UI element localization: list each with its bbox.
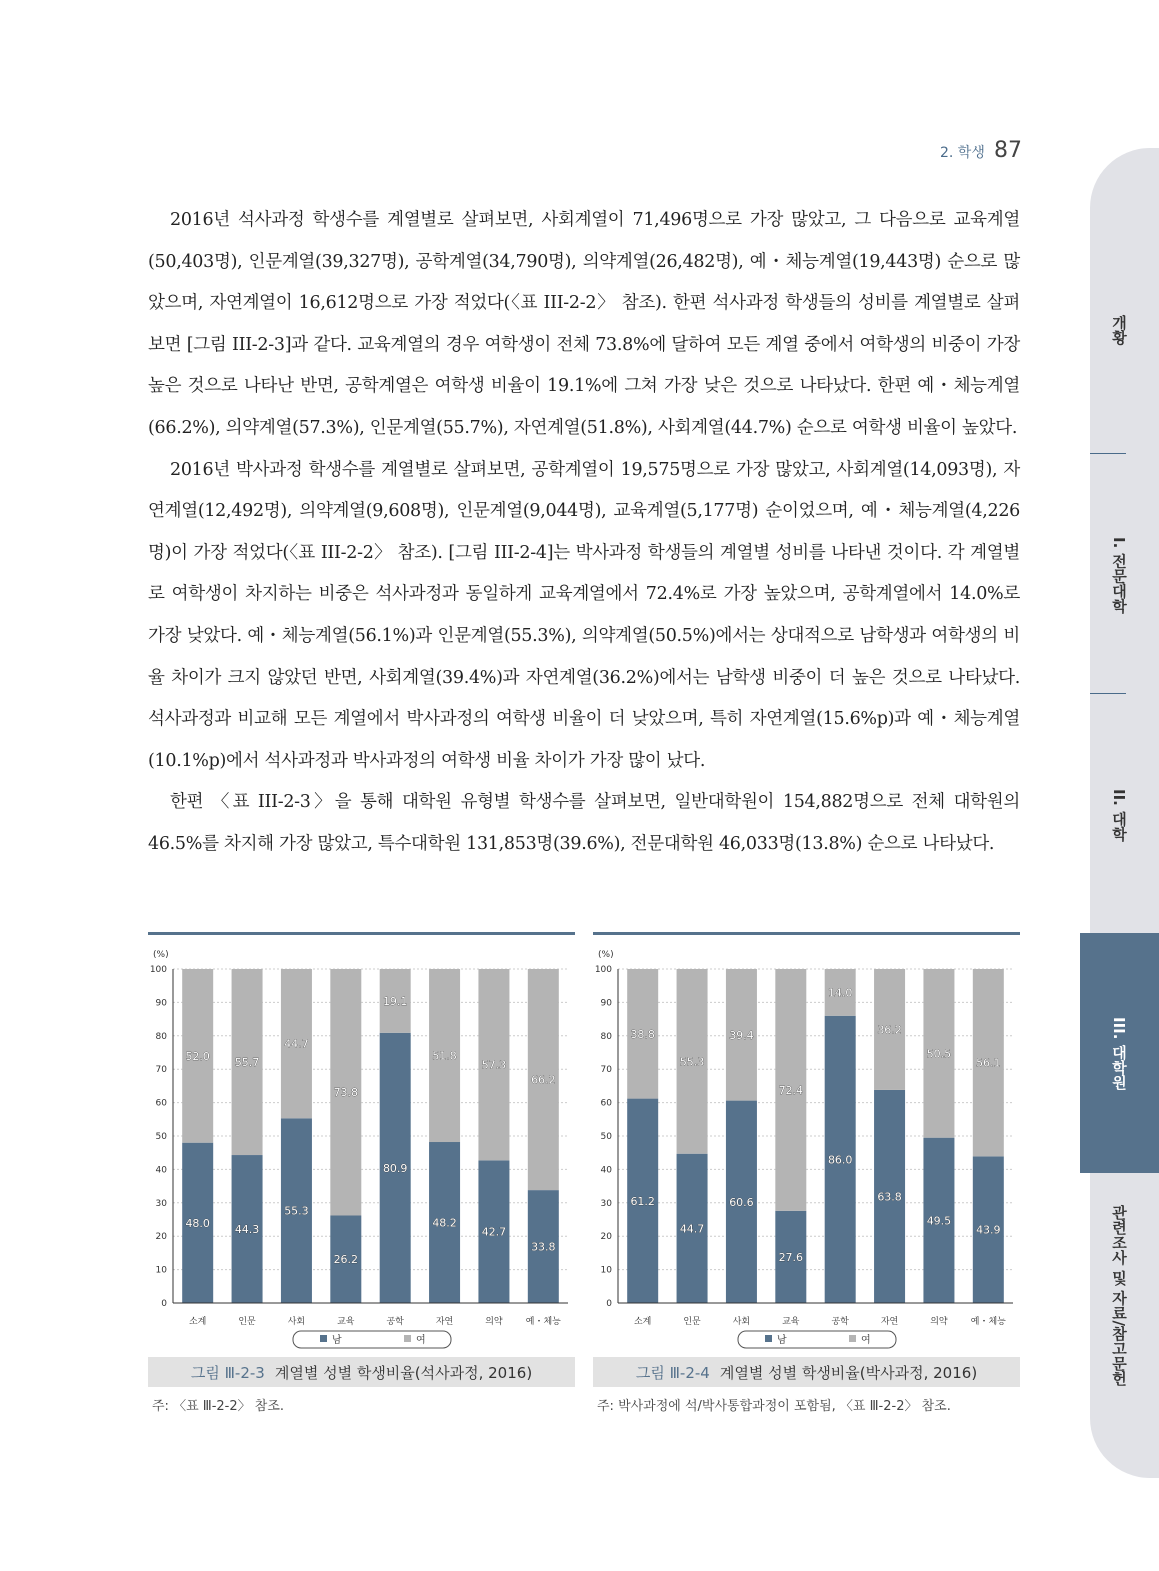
page-number: 87	[993, 138, 1022, 163]
y-tick-label: 30	[155, 1198, 167, 1209]
x-tick-label: 사회	[287, 1317, 306, 1327]
x-tick-label: 의약	[930, 1317, 948, 1327]
y-tick-label: 90	[155, 998, 167, 1009]
y-tick-label: 100	[149, 965, 167, 975]
paragraph: 한편 〈표 III-2-3〉을 통해 대학원 유형별 학생수를 살펴보면, 일반대학원이 154,882명으로 전체 대학원의 46.5%를 차지해 가장 많았고, 특수대학원 131,853명(39.6%), 전문대학원 46,033명(13.8%) 순으로 나타났다.	[148, 792, 1020, 854]
y-tick-label: 40	[600, 1165, 612, 1176]
divider	[1090, 453, 1126, 454]
section-title: 2. 학생	[940, 145, 985, 161]
data-label-female: 14.0	[827, 986, 853, 1000]
data-label-female: 39.4	[729, 1028, 754, 1042]
data-label-female: 55.7	[234, 1056, 260, 1070]
divider	[1090, 693, 1126, 694]
data-label-male: 44.3	[234, 1223, 260, 1237]
chart-doctoral	[593, 932, 1020, 1414]
data-label-female: 73.8	[333, 1086, 359, 1100]
y-tick-label: 60	[600, 1098, 612, 1109]
y-tick-label: 80	[600, 1031, 612, 1042]
y-tick-label: 10	[600, 1265, 612, 1276]
x-tick-label: 자연	[435, 1317, 454, 1327]
y-tick-label: 50	[600, 1132, 612, 1142]
y-tick-label: 0	[606, 1299, 612, 1309]
data-label-male: 48.2	[432, 1216, 457, 1230]
legend-box	[293, 1331, 451, 1348]
legend-label-male: 남	[332, 1335, 342, 1346]
y-tick-label: 100	[594, 965, 612, 975]
x-tick-label: 예・체능	[970, 1317, 1006, 1327]
y-axis-unit: (%)	[153, 950, 169, 960]
data-label-male: 80.9	[382, 1161, 408, 1175]
y-tick-label: 0	[161, 1299, 167, 1309]
x-tick-label: 의약	[485, 1317, 503, 1327]
data-label-male: 49.5	[926, 1214, 952, 1228]
data-label-female: 38.8	[630, 1027, 655, 1041]
x-tick-label: 사회	[732, 1317, 751, 1327]
side-tab-references[interactable]	[1080, 1180, 1159, 1410]
tab-label: I. 전문대학	[1110, 536, 1128, 614]
legend-swatch-female	[404, 1335, 411, 1342]
legend-label-female: 여	[861, 1335, 871, 1346]
x-tick-label: 자연	[880, 1317, 899, 1327]
y-tick-label: 40	[155, 1165, 167, 1176]
y-tick-label: 70	[600, 1065, 612, 1076]
legend-swatch-female	[849, 1335, 856, 1342]
y-tick-label: 90	[600, 998, 612, 1009]
data-label-male: 61.2	[630, 1194, 655, 1208]
tab-label: III. 대학원	[1110, 1016, 1128, 1090]
data-label-male: 27.6	[778, 1250, 804, 1264]
chart-svg	[593, 935, 1020, 1357]
data-label-female: 19.1	[382, 994, 408, 1008]
data-label-female: 50.5	[926, 1047, 952, 1061]
paragraph: 2016년 박사과정 학생수를 계열별로 살펴보면, 공학계열이 19,575명으로 가장 많았고, 사회계열(14,093명), 자연계열(12,492명), 의약계열(9,608명), 인문계열(9,044명), 교육계열(5,177명) 순이었으며, 예・체능계열(4,226명)이 가장 적었다(〈표 III-2-2〉 참조). [그림 III-2-4]는 박사과정 학생들의 계열별 성비를 나타낸 것이다. 각 계열별로 여학생이 차지하는 비중은 석사과정과 동일하게 교육계열에서 72.4%로 가장 높았으며, 공학계열에서 14.0%로 가장 낮았다. 예・체능계열(56.1%)과 인문계열(55.3%), 의약계열(50.5%)에서는 상대적으로 남학생과 여학생의 비율 차이가 크지 않았던 반면, 사회계열(39.4%)과 자연계열(36.2%)에서는 남학생 비중이 더 높은 것으로 나타났다. 석사과정과 비교해 모든 계열에서 박사과정의 여학생 비율이 더 낮았으며, 특히 자연계열(15.6%p)과 예・체능계열(10.1%p)에서 석사과정과 박사과정의 여학생 비율 차이가 가장 많이 났다.	[148, 459, 1020, 771]
x-tick-label: 예・체능	[525, 1317, 561, 1327]
figure-title: 계열별 성별 학생비율(박사과정, 2016)	[719, 1363, 978, 1382]
legend-box	[738, 1331, 896, 1348]
y-tick-label: 80	[155, 1031, 167, 1042]
data-label-female: 55.3	[679, 1055, 705, 1069]
side-tab-university[interactable]	[1080, 710, 1159, 920]
data-label-female: 52.0	[185, 1049, 210, 1063]
figure-label: 그림 Ⅲ-2-3	[190, 1363, 265, 1382]
y-tick-label: 70	[155, 1065, 167, 1076]
side-tab-graduate[interactable]	[1080, 933, 1159, 1173]
legend-label-male: 남	[777, 1335, 787, 1346]
body-text	[148, 200, 1020, 866]
data-label-female: 72.4	[778, 1083, 804, 1097]
data-label-female: 56.1	[976, 1056, 1001, 1070]
tab-label: 개황	[1110, 315, 1128, 345]
data-label-female: 66.2	[531, 1073, 556, 1087]
figure-label: 그림 Ⅲ-2-4	[635, 1363, 710, 1382]
figure-note: 주: 〈표 Ⅲ-2-2〉 참조.	[152, 1399, 285, 1414]
data-label-female: 51.8	[432, 1049, 457, 1063]
chart-masters	[148, 932, 575, 1414]
data-label-male: 63.8	[877, 1190, 902, 1204]
data-label-male: 86.0	[827, 1153, 853, 1167]
figure-caption	[593, 1357, 1020, 1387]
x-tick-label: 소계	[633, 1317, 652, 1327]
paragraph: 2016년 석사과정 학생수를 계열별로 살펴보면, 사회계열이 71,496명으로 가장 많았고, 그 다음으로 교육계열(50,403명), 인문계열(39,327명), 공학계열(34,790명), 의약계열(26,482명), 예・체능계열(19,443명) 순으로 많았으며, 자연계열이 16,612명으로 가장 적었다(〈표 III-2-2〉 참조). 한편 석사과정 학생들의 성비를 계열별로 살펴보면 [그림 III-2-3]과 같다. 교육계열의 경우 여학생이 전체 73.8%에 달하여 모든 계열 중에서 여학생의 비중이 가장 높은 것으로 나타난 반면, 공학계열은 여학생 비율이 19.1%에 그쳐 가장 낮은 것으로 나타났다. 한편 예・체능계열(66.2%), 의약계열(57.3%), 인문계열(55.7%), 자연계열(51.8%), 사회계열(44.7%) 순으로 여학생 비율이 높았다.	[148, 210, 1020, 438]
tab-label: II. 대학	[1110, 788, 1128, 842]
figure-title: 계열별 성별 학생비율(석사과정, 2016)	[274, 1363, 533, 1382]
x-tick-label: 공학	[831, 1317, 849, 1327]
side-tab-college[interactable]	[1080, 470, 1159, 680]
data-label-male: 44.7	[679, 1222, 705, 1236]
data-label-male: 60.6	[729, 1195, 754, 1209]
y-tick-label: 50	[155, 1132, 167, 1142]
page-header	[940, 138, 1022, 163]
data-label-male: 33.8	[531, 1240, 556, 1254]
data-label-male: 42.7	[481, 1225, 507, 1239]
figure-note: 주: 박사과정에 석/박사통합과정이 포함됨, 〈표 Ⅲ-2-2〉 참조.	[597, 1399, 951, 1414]
chart-svg	[148, 935, 575, 1357]
x-tick-label: 소계	[188, 1317, 207, 1327]
y-tick-label: 20	[600, 1232, 612, 1243]
x-tick-label: 인문	[683, 1317, 701, 1327]
data-label-male: 48.0	[185, 1216, 210, 1230]
data-label-female: 36.2	[877, 1023, 902, 1037]
x-tick-label: 교육	[337, 1317, 355, 1327]
y-axis-unit: (%)	[598, 950, 614, 960]
figure-caption	[148, 1357, 575, 1387]
legend-label-female: 여	[416, 1335, 426, 1346]
x-tick-label: 인문	[238, 1317, 256, 1327]
data-label-male: 26.2	[333, 1253, 359, 1267]
tab-label: 관련조사 및 자료/참고문헌	[1110, 1204, 1128, 1386]
side-tab-overview[interactable]	[1080, 230, 1159, 430]
x-tick-label: 공학	[386, 1317, 404, 1327]
x-tick-label: 교육	[782, 1317, 800, 1327]
y-tick-label: 20	[155, 1232, 167, 1243]
data-label-female: 57.3	[481, 1058, 507, 1072]
y-tick-label: 10	[155, 1265, 167, 1276]
data-label-female: 44.7	[284, 1037, 309, 1051]
legend-swatch-male	[320, 1335, 327, 1342]
y-tick-label: 60	[155, 1098, 167, 1109]
y-tick-label: 30	[600, 1198, 612, 1209]
data-label-male: 55.3	[284, 1204, 309, 1218]
legend-swatch-male	[765, 1335, 772, 1342]
data-label-male: 43.9	[976, 1223, 1001, 1237]
